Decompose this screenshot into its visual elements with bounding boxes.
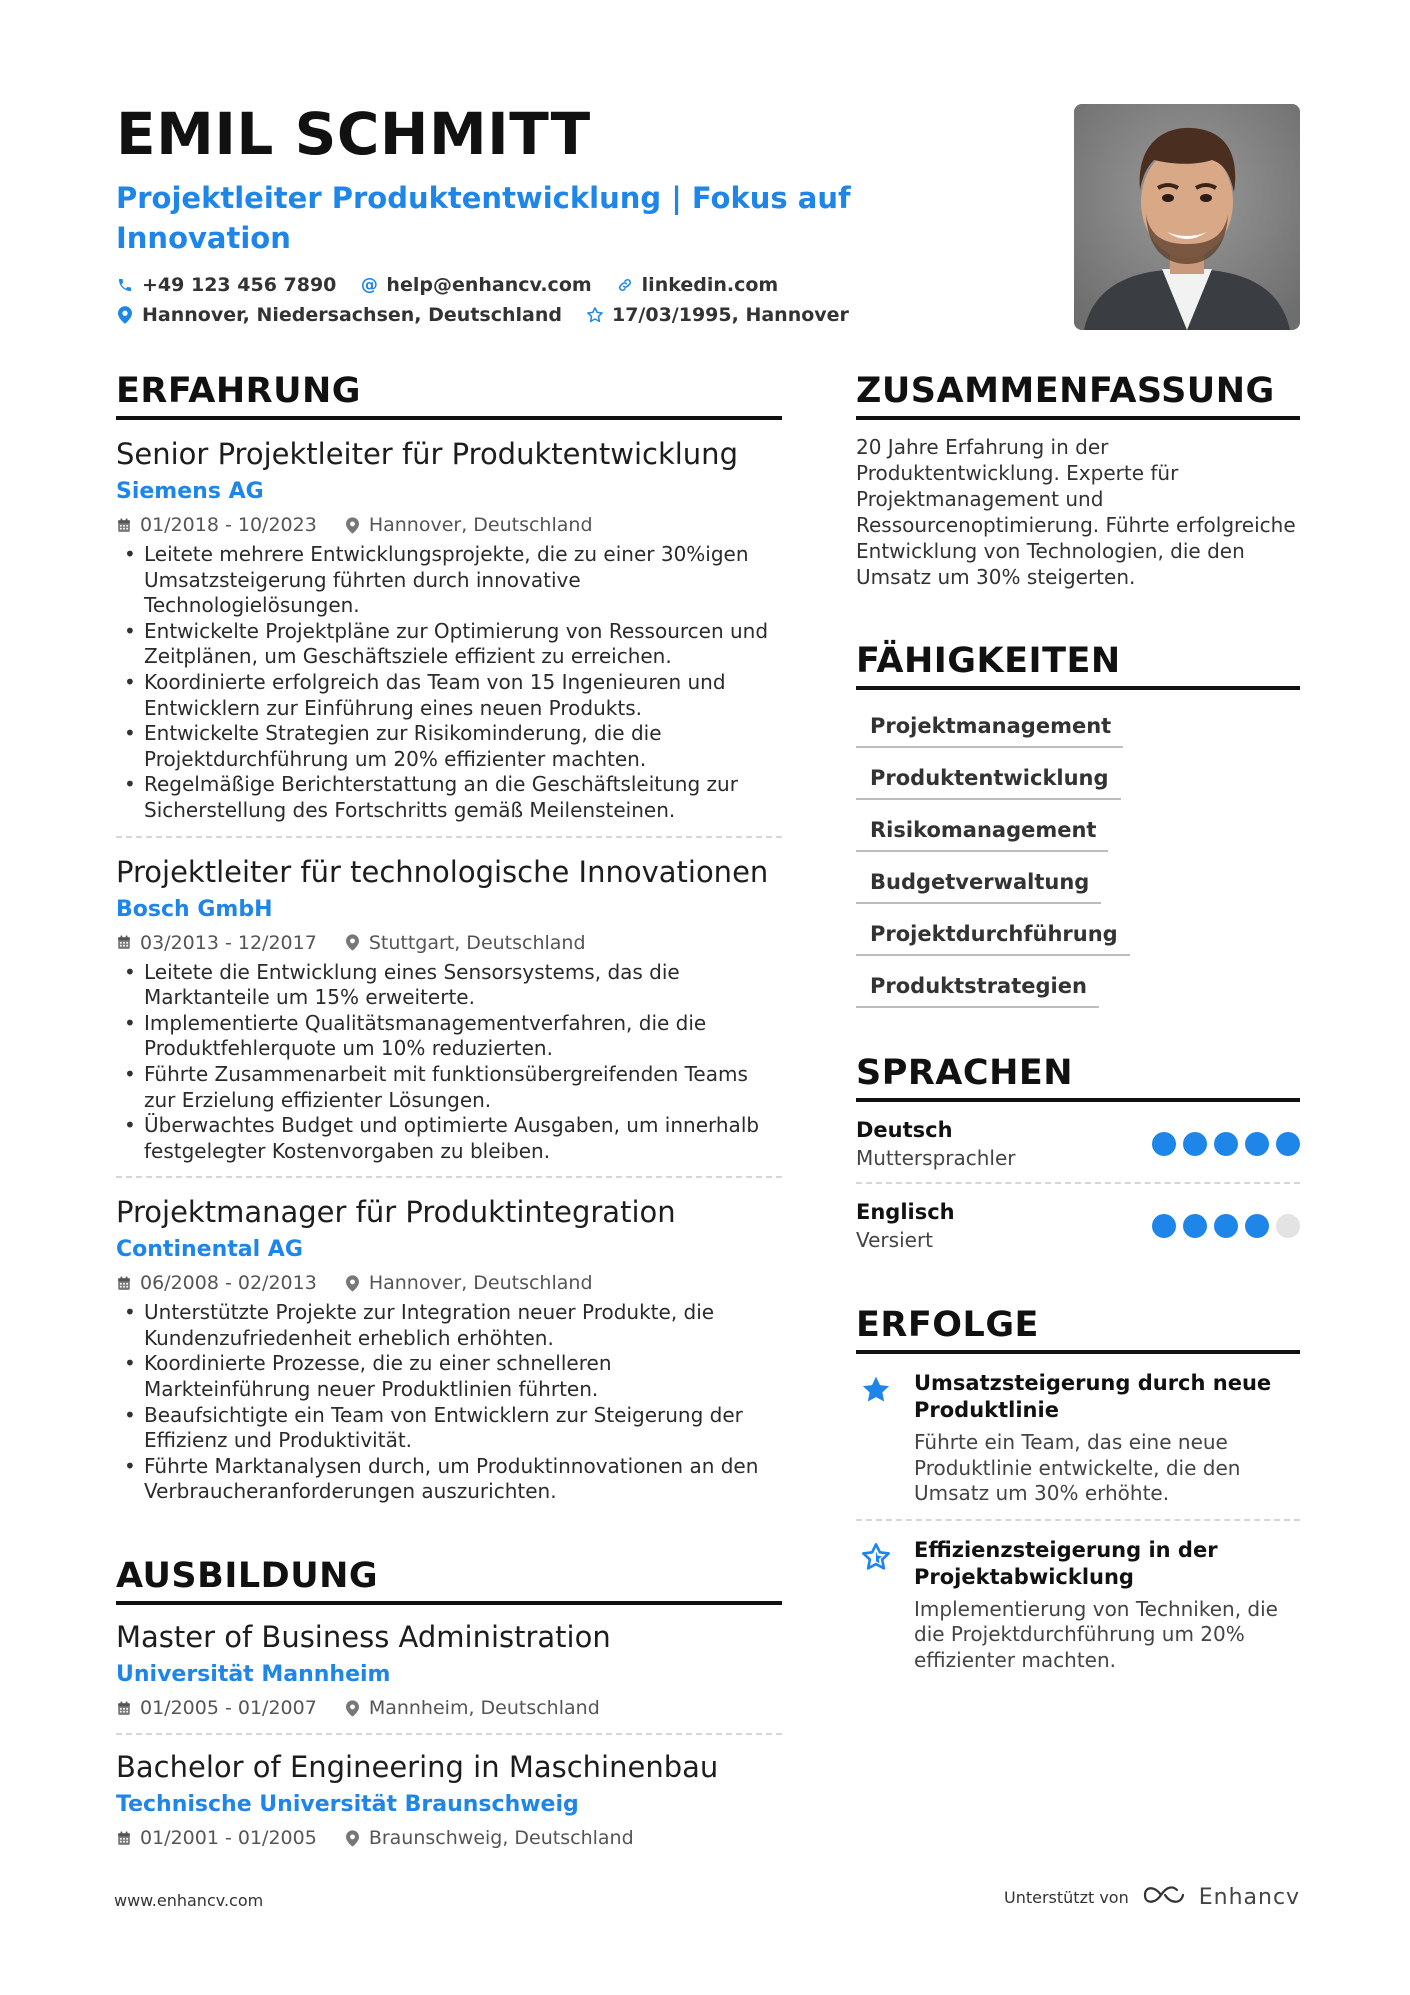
calendar-icon [116,1831,132,1846]
proficiency-dot [1152,1214,1176,1238]
powered-by-text: Unterstützt von [1004,1887,1129,1907]
skills-heading: FÄHIGKEITEN [856,638,1300,690]
achievement-bullets [116,1300,782,1505]
language-row [856,1102,1300,1184]
language-info [856,1198,955,1254]
contact-row-2 [116,300,1016,330]
proficiency-dot [1152,1132,1176,1156]
education-entry [116,1735,782,1863]
location [345,1693,600,1723]
phone [116,270,336,300]
date-text: 03/2013 - 12/2017 [140,931,317,954]
experience-entry [116,420,782,838]
link-icon [616,277,634,293]
achievement-description: Führte ein Team, das eine neue Produktlinie entwickelte, die den Umsatz um 30% erhöhte. [914,1430,1241,1506]
language-name: Deutsch [856,1118,953,1142]
proficiency-dot [1276,1132,1300,1156]
job-title: Projektmanager für Produktintegration [116,1195,676,1230]
skill-tag: Projektdurchführung [856,910,1130,956]
calendar-icon [116,518,132,533]
job-title: Senior Projektleiter für Produktentwicklung [116,437,738,471]
skill-tag: Projektmanagement [856,702,1123,748]
star-filled-icon [856,1370,896,1507]
birth [586,300,849,330]
proficiency-dot [1245,1214,1269,1238]
degree-title: Master of Business Administration [116,1620,611,1655]
education-entry [116,1605,782,1735]
birth-text: 17/03/1995, Hannover [611,304,849,326]
proficiency-dot [1183,1214,1207,1238]
summary-heading: ZUSAMMENFASSUNG [856,368,1300,420]
language-row [856,1184,1300,1264]
experience-entry [116,1178,782,1517]
phone-text: +49 123 456 7890 [142,274,337,296]
education-section [116,1553,782,1863]
language-info [856,1116,1016,1172]
languages-heading: SPRACHEN [856,1050,1300,1102]
location-text: Hannover, Niedersachsen, Deutschland [142,304,562,326]
location-pin-icon [345,1275,361,1292]
star-outline-icon [586,306,604,324]
calendar-icon [116,1276,132,1291]
bullet-item: • Führte Zusammenarbeit mit funktionsübergreifenden Teams zur Erzielung effizienter Lösungen. [116,1062,782,1113]
footer-brand [1004,1882,1300,1912]
skill-tag: Produktentwicklung [856,754,1121,800]
proficiency-dot [1183,1132,1207,1156]
degree-title: Bachelor of Engineering in Maschinenbau [116,1750,719,1785]
achievements-list [856,1354,1300,1686]
achievement-item [856,1354,1300,1521]
company-name: Bosch GmbH [116,896,273,922]
location [345,510,593,540]
date-location-row [116,510,782,540]
calendar-icon [116,1701,132,1716]
proficiency-dots [1152,1214,1300,1238]
job-title: Projektleiter für technologische Innovationen [116,854,769,889]
phone-icon [116,277,134,293]
headline: Projektleiter Produktentwicklung | Fokus auf Innovation [116,181,851,255]
date-range [116,1693,317,1723]
achievement-item [856,1521,1300,1686]
profile-photo [1074,104,1300,330]
experience-entry [116,838,782,1179]
proficiency-dot [1276,1214,1300,1238]
location [116,300,562,330]
achievement-description: Implementierung von Techniken, die die Projektdurchführung um 20% effizienter machten. [914,1596,1278,1672]
date-range [116,1823,317,1853]
location-pin-icon [116,306,134,324]
date-location-row [116,1693,782,1723]
school-name: Universität Mannheim [116,1662,391,1688]
bullet-item: • Unterstützte Projekte zur Integration neuer Produkte, die Kundenzufriedenheit erheblich erhöhten. [116,1300,782,1351]
location-pin-icon [345,1830,361,1847]
location [345,1268,593,1298]
bullet-item: • Regelmäßige Berichterstattung an die Geschäftsleitung zur Sicherstellung des Fortschritts gemäß Meilensteinen. [116,772,782,823]
languages-list [856,1102,1300,1264]
skills-list [856,702,1300,1008]
achievement-body [914,1537,1300,1674]
skills-section [856,638,1300,1008]
language-level: Muttersprachler [856,1146,1016,1170]
email-text: help@enhancv.com [386,274,592,296]
bullet-item: • Koordinierte Prozesse, die zu einer schnelleren Markteinführung neuer Produktlinien führten. [116,1351,782,1402]
bullet-item: • Implementierte Qualitätsmanagementverfahren, die die Produktfehlerquote um 10% reduzierten. [116,1011,782,1062]
company-name: Siemens AG [116,479,264,504]
achievements-section [856,1302,1300,1686]
location-pin-icon [345,517,361,534]
bullet-item: • Führte Marktanalysen durch, um Produktinnovationen an den Verbraucheranforderungen auszurichten. [116,1454,782,1505]
location-pin-icon [345,934,361,951]
location-text: Braunschweig, Deutschland [368,1827,634,1850]
date-range [116,510,317,540]
experience-heading: ERFAHRUNG [116,368,782,420]
date-location-row [116,1268,782,1298]
bullet-item: • Koordinierte erfolgreich das Team von 15 Ingenieuren und Entwicklern zur Einführung eines neuen Produkts. [116,670,782,721]
achievement-bullets [116,960,782,1165]
skill-tag: Risikomanagement [856,806,1108,852]
achievement-body [914,1370,1300,1507]
experience-list [116,420,782,1517]
proficiency-dots [1152,1132,1300,1156]
star-outline-icon [856,1537,896,1674]
language-level: Versiert [856,1228,934,1252]
header [116,98,1016,330]
bullet-item: • Leitete mehrere Entwicklungsprojekte, die zu einer 30%igen Umsatzsteigerung führten durch innovative Technologielösungen. [116,542,782,619]
language-name: Englisch [856,1200,955,1224]
proficiency-dot [1214,1132,1238,1156]
linkedin-text: linkedin.com [641,274,779,296]
location-text: Hannover, Deutschland [368,514,593,536]
date-text: 06/2008 - 02/2013 [140,1272,317,1295]
at-icon: @ [360,275,378,295]
skill-tag: Budgetverwaltung [856,858,1101,904]
date-range [116,928,317,958]
school-name: Technische Universität Braunschweig [116,1792,579,1818]
linkedin[interactable] [616,270,779,300]
location-text: Mannheim, Deutschland [368,1697,600,1720]
location [345,928,586,958]
achievements-heading: ERFOLGE [856,1302,1300,1354]
location-pin-icon [345,1700,361,1717]
company-name: Continental AG [116,1237,303,1263]
location-text: Stuttgart, Deutschland [368,931,586,954]
bullet-item: • Entwickelte Projektpläne zur Optimierung von Ressourcen und Zeitplänen, um Geschäftsziele effizient zu erreichen. [116,619,782,670]
date-location-row [116,1823,782,1853]
enhancv-logo-icon [1141,1882,1187,1912]
candidate-name: EMIL SCHMITT [116,100,591,168]
date-range [116,1268,317,1298]
location [345,1823,634,1853]
date-text: 01/2001 - 01/2005 [140,1827,317,1850]
location-text: Hannover, Deutschland [368,1272,593,1295]
email[interactable] [360,270,591,300]
achievement-title: Umsatzsteigerung durch neue Produktlinie [914,1371,1272,1422]
education-list [116,1605,782,1863]
education-heading: AUSBILDUNG [116,1553,782,1605]
footer-website[interactable]: www.enhancv.com [114,1891,264,1910]
date-text: 01/2005 - 01/2007 [140,1697,317,1720]
brand-name: Enhancv [1198,1884,1301,1910]
languages-section [856,1050,1300,1264]
summary-text: 20 Jahre Erfahrung in der Produktentwicklung. Experte für Projektmanagement und Ressourcenoptimierung. Führte erfolgreiche Entwicklung von Technologien, die den Umsatz um 30% steigerten. [856,435,1296,589]
bullet-item: • Beaufsichtigte ein Team von Entwicklern zur Steigerung der Effizienz und Produktivität. [116,1403,782,1454]
bullet-item: • Entwickelte Strategien zur Risikominderung, die die Projektdurchführung um 20% effizienter machten. [116,721,782,772]
proficiency-dot [1245,1132,1269,1156]
bullet-item: • Überwachtes Budget und optimierte Ausgaben, um innerhalb festgelegter Kostenvorgaben zu bleiben. [116,1113,782,1164]
left-column [116,368,782,1863]
bullet-item: • Leitete die Entwicklung eines Sensorsystems, das die Marktanteile um 15% erweiterte. [116,960,782,1011]
proficiency-dot [1214,1214,1238,1238]
calendar-icon [116,935,132,950]
achievement-bullets [116,542,782,824]
achievement-title: Effizienzsteigerung in der Projektabwicklung [914,1537,1218,1589]
contact-row-1 [116,270,1016,300]
date-location-row [116,928,782,958]
right-column [856,368,1300,1686]
date-text: 01/2018 - 10/2023 [140,514,317,536]
skill-tag: Produktstrategien [856,962,1099,1008]
